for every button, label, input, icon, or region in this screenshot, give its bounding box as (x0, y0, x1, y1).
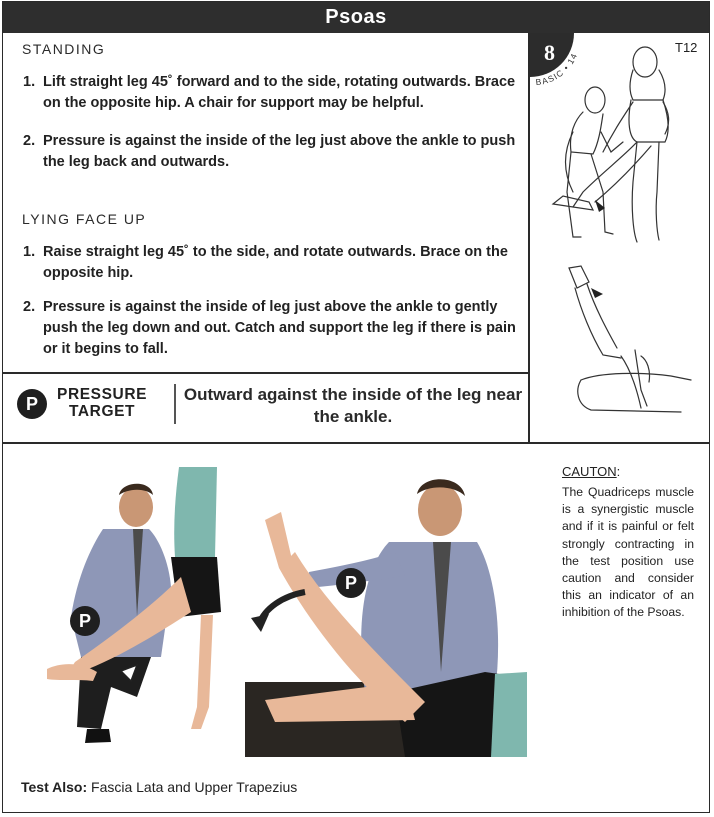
standing-step-1 (23, 72, 521, 114)
lying-step-1 (23, 242, 521, 284)
badge-number: 8 (544, 40, 555, 65)
pressure-target-label (57, 386, 147, 420)
caution-title (562, 464, 620, 479)
step-text: Pressure is against the inside of leg just above the ankle to gently push the leg down and out. Catch and support the leg if there is pain or it begins to fall. (43, 299, 516, 357)
pressure-separator (174, 384, 176, 424)
pressure-marker: P (70, 606, 100, 636)
standing-test-drawing (533, 42, 703, 257)
lying-heading: LYING FACE UP (22, 211, 147, 227)
pressure-marker: P (336, 568, 366, 598)
standing-test-photo (41, 467, 221, 757)
lying-step-2 (23, 297, 521, 360)
test-also-label: Test Also: (21, 779, 88, 795)
pressure-label-line: TARGET (68, 403, 136, 420)
section-divider (3, 442, 709, 444)
standing-step-2 (23, 131, 521, 173)
step-text: Raise straight leg 45˚ to the side, and rotate outwards. Brace on the opposite hip. (43, 244, 508, 281)
test-code: T12 (675, 40, 698, 55)
badge-arc-label: BASIC • 14 (535, 51, 580, 88)
caution-text: The Quadriceps muscle is a synergistic muscle and if it is painful or felt strongly contracting in the test position use caution and consider this an indicator of an inhibition of the Psoas. (562, 485, 694, 620)
step-number: 2. (23, 299, 36, 315)
test-also-value: Fascia Lata and Upper Trapezius (91, 779, 298, 795)
step-number: 1. (23, 74, 36, 90)
muscle-test-card (2, 1, 710, 813)
section-divider (3, 372, 528, 374)
standing-heading: STANDING (22, 41, 106, 57)
step-text: Pressure is against the inside of the leg just above the ankle to push the leg back and outwards. (43, 133, 516, 170)
step-number: 1. (23, 244, 36, 260)
pressure-target-text: Outward against the inside of the leg near the ankle. (183, 385, 523, 426)
test-also (21, 779, 297, 795)
caution-word: CAUTON (562, 464, 617, 479)
caution-colon: : (616, 464, 621, 479)
pressure-label-line: PRESSURE (57, 386, 148, 403)
page-title: Psoas (3, 2, 709, 33)
pressure-icon: P (17, 389, 47, 419)
step-number: 2. (23, 133, 36, 149)
step-text: Lift straight leg 45˚ forward and to the side, rotating outwards. Brace on the opposite hip. A chair for support may be helpful. (43, 74, 516, 111)
lying-test-drawing (551, 260, 701, 425)
lying-test-photo (245, 472, 527, 757)
